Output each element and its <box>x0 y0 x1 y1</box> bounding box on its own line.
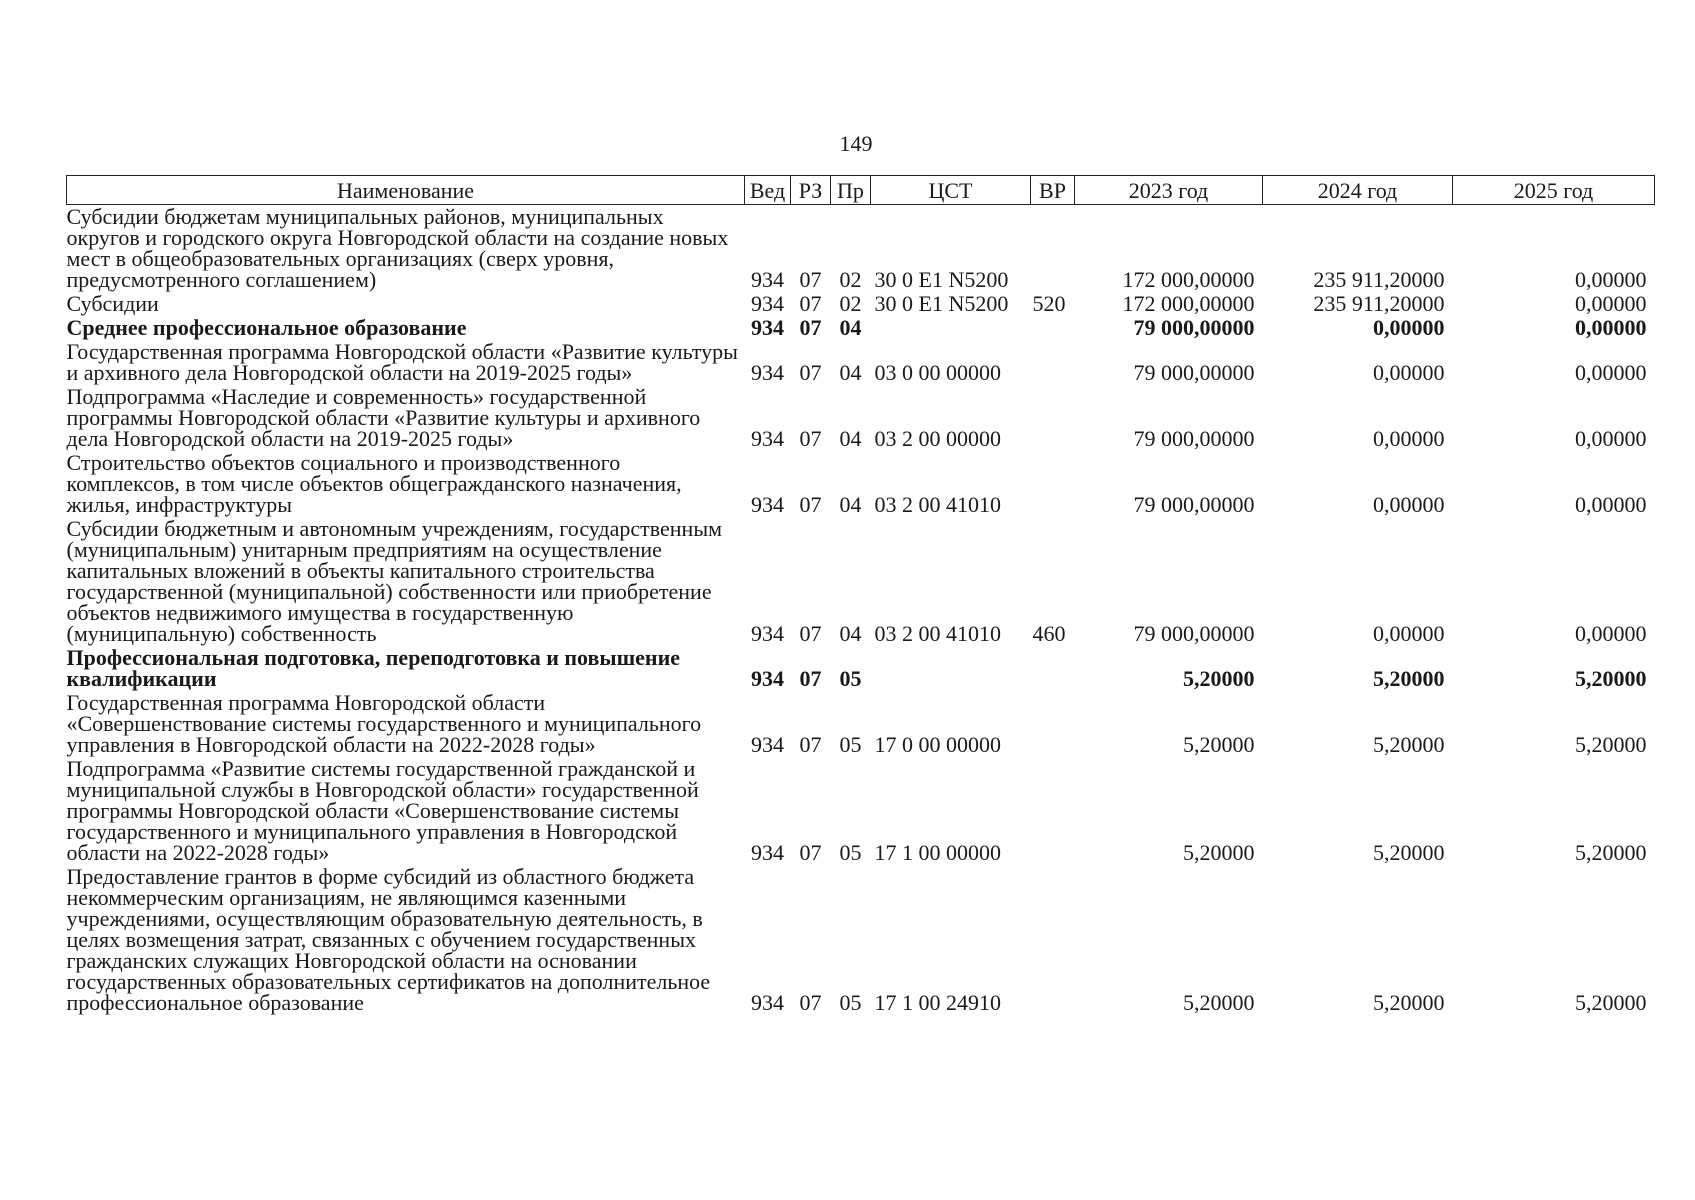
row-amount-2024: 5,20000 <box>1373 732 1445 757</box>
row-ved: 934 <box>751 267 784 292</box>
row-name: Субсидии бюджетам муниципальных районов, муниципальных округов и городского округа Новгородской области на создание новых мест в общеобразовательных организациях (сверх уровня, предусмотренного соглашением) <box>66 204 729 292</box>
row-pr: 02 <box>839 291 862 316</box>
row-pr: 04 <box>839 315 862 340</box>
row-cst: 03 2 00 41010 <box>874 621 1001 646</box>
row-cst: 17 0 00 00000 <box>874 732 1001 757</box>
row-cst: 03 2 00 41010 <box>874 492 1001 517</box>
table-row <box>67 517 1655 646</box>
row-name: Субсидии <box>66 291 159 316</box>
row-amount-2024: 0,00000 <box>1373 492 1445 517</box>
row-ved: 934 <box>751 426 784 451</box>
row-cst <box>871 316 1031 340</box>
row-amount-2025: 0,00000 <box>1575 291 1647 316</box>
row-ved: 934 <box>751 315 784 340</box>
row-rz: 07 <box>799 621 822 646</box>
row-pr: 05 <box>839 990 862 1015</box>
row-amount-2023: 5,20000 <box>1183 732 1255 757</box>
header-2024: 2024 год <box>1263 176 1453 205</box>
row-amount-2024: 5,20000 <box>1373 666 1445 691</box>
table-row <box>67 757 1655 865</box>
table-row <box>67 340 1655 385</box>
row-name: Субсидии бюджетным и автономным учреждениям, государственным (муниципальным) унитарным предприятиям на осуществление капитальных вложений в объекты капитального строительства государственной (муниципальной) собственности или приобретение объектов недвижимого имущества в государственную (муниципальную) собственность <box>66 516 723 646</box>
row-ved: 934 <box>751 291 784 316</box>
row-pr: 04 <box>839 426 862 451</box>
row-amount-2023: 79 000,00000 <box>1133 492 1255 517</box>
header-vr: ВР <box>1031 176 1075 205</box>
header-rz: РЗ <box>791 176 831 205</box>
row-ved: 934 <box>751 732 784 757</box>
row-amount-2024: 5,20000 <box>1373 990 1445 1015</box>
table-row <box>67 316 1655 340</box>
row-name: Государственная программа Новгородской области «Развитие культуры и архивного дела Новгородской области на 2019-2025 годы» <box>66 339 738 385</box>
row-rz: 07 <box>799 492 822 517</box>
row-vr <box>1031 316 1075 340</box>
row-cst: 03 0 00 00000 <box>874 360 1001 385</box>
row-ved: 934 <box>751 360 784 385</box>
row-vr <box>1031 385 1075 451</box>
row-ved: 934 <box>751 621 784 646</box>
row-amount-2024: 0,00000 <box>1373 621 1445 646</box>
row-amount-2024: 235 911,20000 <box>1313 267 1445 292</box>
row-vr <box>1031 757 1075 865</box>
row-rz: 07 <box>799 990 822 1015</box>
row-amount-2025: 0,00000 <box>1575 267 1647 292</box>
row-ved: 934 <box>751 840 784 865</box>
row-amount-2025: 5,20000 <box>1575 990 1647 1015</box>
row-vr <box>1031 205 1075 293</box>
row-pr: 04 <box>839 621 862 646</box>
row-rz: 07 <box>799 732 822 757</box>
row-amount-2024: 0,00000 <box>1373 426 1445 451</box>
row-pr: 05 <box>839 666 862 691</box>
row-name: Предоставление грантов в форме субсидий из областного бюджета некоммерческим организациям, не являющимся казенными учреждениями, осуществляющим образовательную деятельность, в целях возмещения затрат, связанных с обучением государственных гражданских служащих Новгородской области на основании государственных образовательных сертификатов на дополнительное профессиональное образование <box>66 864 711 1015</box>
header-2023: 2023 год <box>1075 176 1263 205</box>
row-vr <box>1031 865 1075 1015</box>
row-amount-2025: 0,00000 <box>1575 426 1647 451</box>
row-name: Профессиональная подготовка, переподготовка и повышение квалификации <box>66 645 681 691</box>
row-amount-2025: 0,00000 <box>1575 492 1647 517</box>
header-pr: Пр <box>831 176 871 205</box>
row-amount-2023: 5,20000 <box>1183 666 1255 691</box>
row-pr: 05 <box>839 840 862 865</box>
table-row <box>67 451 1655 517</box>
table-header-row <box>67 176 1655 205</box>
row-amount-2024: 0,00000 <box>1373 315 1445 340</box>
header-name: Наименование <box>67 176 745 205</box>
row-name: Подпрограмма «Развитие системы государственной гражданской и муниципальной службы в Новгородской области» государственной программы Новгородской области «Совершенствование системы государственного и муниципального управления в Новгородской области на 2022-2028 годы» <box>66 756 699 865</box>
row-amount-2023: 172 000,00000 <box>1122 267 1255 292</box>
page-number: 149 <box>839 131 873 156</box>
row-cst: 17 1 00 00000 <box>874 840 1001 865</box>
row-vr <box>1031 451 1075 517</box>
row-rz: 07 <box>799 666 822 691</box>
row-cst: 30 0 E1 N5200 <box>874 267 1009 292</box>
row-rz: 07 <box>799 360 822 385</box>
row-rz: 07 <box>799 840 822 865</box>
row-amount-2025: 0,00000 <box>1575 360 1647 385</box>
row-ved: 934 <box>751 666 784 691</box>
row-amount-2023: 5,20000 <box>1183 990 1255 1015</box>
row-cst: 17 1 00 24910 <box>874 990 1001 1015</box>
table-row <box>67 865 1655 1015</box>
row-name: Подпрограмма «Наследие и современность» государственной программы Новгородской области «Развитие культуры и архивного дела Новгородской области на 2019-2025 годы» <box>66 384 701 451</box>
row-amount-2024: 5,20000 <box>1373 840 1445 865</box>
row-rz: 07 <box>799 426 822 451</box>
row-amount-2025: 5,20000 <box>1575 732 1647 757</box>
header-ved: Вед <box>745 176 791 205</box>
row-amount-2024: 0,00000 <box>1373 360 1445 385</box>
table-row <box>67 205 1655 293</box>
row-amount-2023: 172 000,00000 <box>1122 291 1255 316</box>
row-rz: 07 <box>799 315 822 340</box>
row-pr: 02 <box>839 267 862 292</box>
row-amount-2025: 0,00000 <box>1575 621 1647 646</box>
row-cst <box>871 646 1031 691</box>
row-cst: 30 0 E1 N5200 <box>874 291 1009 316</box>
table-body <box>67 205 1655 1016</box>
budget-table <box>66 175 1655 1015</box>
row-vr <box>1031 646 1075 691</box>
row-ved: 934 <box>751 990 784 1015</box>
row-name: Строительство объектов социального и производственного комплексов, в том числе объектов общегражданского назначения, жилья, инфраструктуры <box>66 450 682 517</box>
row-vr: 520 <box>1032 291 1066 316</box>
row-pr: 04 <box>839 492 862 517</box>
table-row <box>67 646 1655 691</box>
row-ved: 934 <box>751 492 784 517</box>
row-name: Государственная программа Новгородской области «Совершенствование системы государственного и муниципального управления в Новгородской области на 2022-2028 годы» <box>66 690 702 757</box>
row-amount-2023: 79 000,00000 <box>1133 360 1255 385</box>
row-cst: 03 2 00 00000 <box>874 426 1001 451</box>
table-row <box>67 691 1655 757</box>
row-vr: 460 <box>1032 621 1066 646</box>
header-2025: 2025 год <box>1453 176 1655 205</box>
row-amount-2023: 79 000,00000 <box>1133 315 1255 340</box>
row-amount-2025: 5,20000 <box>1575 840 1647 865</box>
row-name: Среднее профессиональное образование <box>66 315 467 340</box>
row-vr <box>1031 691 1075 757</box>
row-vr <box>1031 340 1075 385</box>
row-rz: 07 <box>799 267 822 292</box>
row-amount-2024: 235 911,20000 <box>1313 291 1445 316</box>
row-rz: 07 <box>799 291 822 316</box>
row-pr: 05 <box>839 732 862 757</box>
row-pr: 04 <box>839 360 862 385</box>
table-row <box>67 292 1655 316</box>
header-cst: ЦСТ <box>871 176 1031 205</box>
row-amount-2025: 5,20000 <box>1575 666 1647 691</box>
table-row <box>67 385 1655 451</box>
row-amount-2023: 79 000,00000 <box>1133 621 1255 646</box>
row-amount-2023: 79 000,00000 <box>1133 426 1255 451</box>
row-amount-2025: 0,00000 <box>1575 315 1647 340</box>
row-amount-2023: 5,20000 <box>1183 840 1255 865</box>
